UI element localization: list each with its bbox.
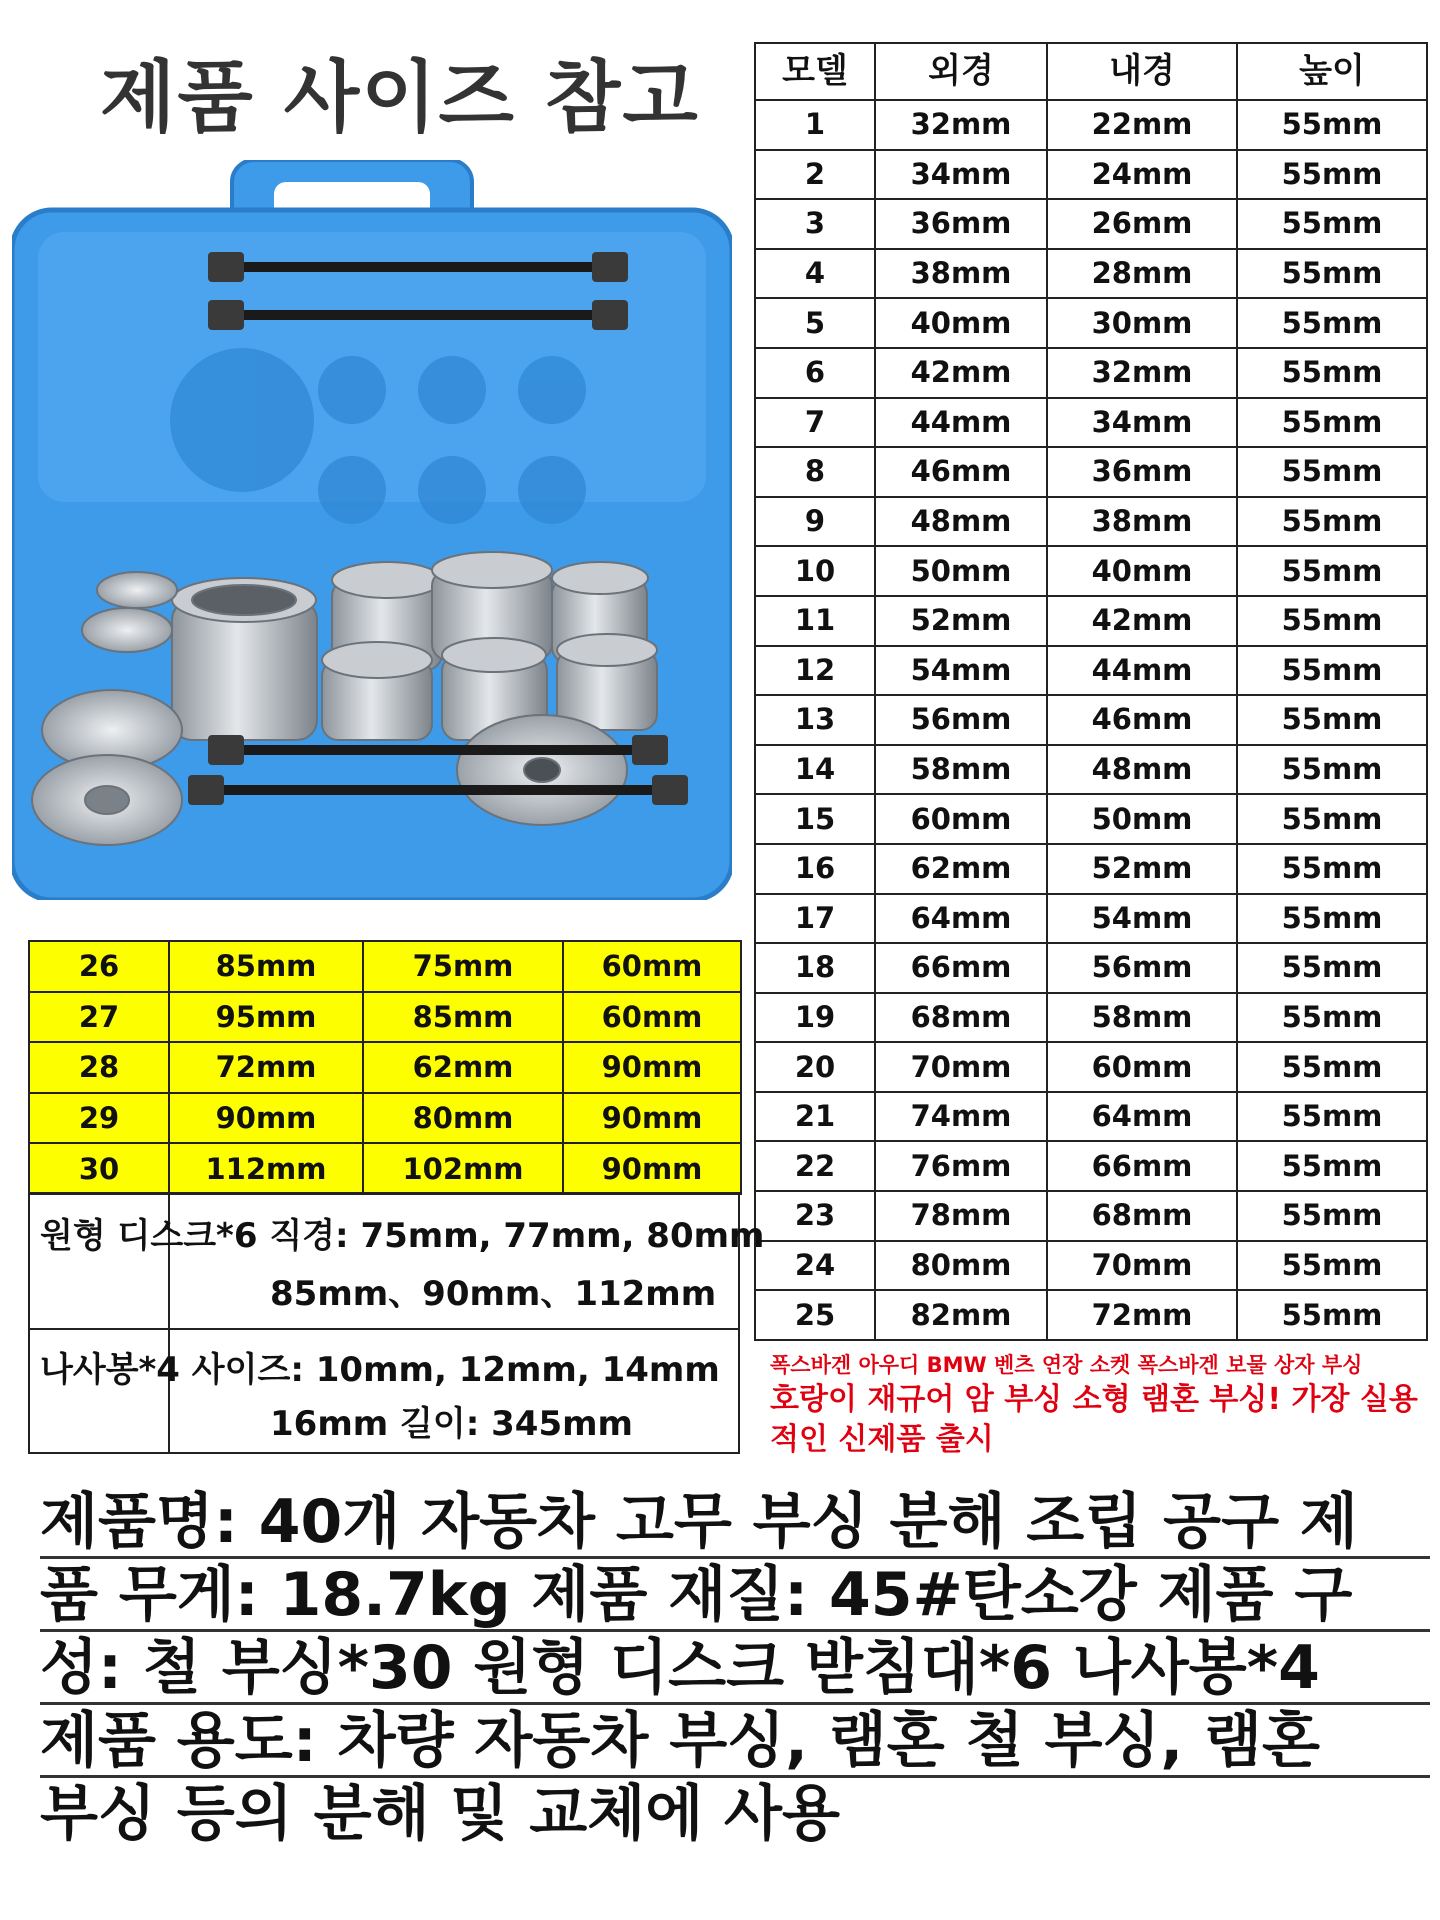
size-table-row	[755, 1141, 1427, 1191]
cell-inner-diameter: 38mm	[1047, 497, 1237, 547]
cell-height: 55mm	[1237, 1042, 1427, 1092]
cell-inner-diameter: 24mm	[1047, 150, 1237, 200]
cell-inner-diameter: 66mm	[1047, 1141, 1237, 1191]
cell-height: 90mm	[563, 1093, 741, 1144]
cell-inner-diameter: 30mm	[1047, 298, 1237, 348]
cell-height: 55mm	[1237, 1191, 1427, 1241]
size-table-row	[755, 993, 1427, 1043]
cell-height: 55mm	[1237, 497, 1427, 547]
product-info-line3: 성: 철 부싱*30 원형 디스크 받침대*6 나사봉*4	[40, 1634, 1430, 1705]
cell-height: 55mm	[1237, 794, 1427, 844]
cell-height: 60mm	[563, 992, 741, 1043]
note-line3: 적인 신제품 출시	[770, 1422, 994, 1457]
disc-info-line2: 85mm、90mm、112mm	[270, 1274, 717, 1314]
cell-inner-diameter: 75mm	[363, 941, 563, 992]
cell-inner-diameter: 40mm	[1047, 546, 1237, 596]
cell-outer-diameter: 68mm	[875, 993, 1047, 1043]
cell-inner-diameter: 62mm	[363, 1042, 563, 1093]
product-info-line4: 제품 용도: 차량 자동차 부싱, 램혼 철 부싱, 램혼	[40, 1707, 1430, 1778]
size-table-row	[755, 646, 1427, 696]
cell-outer-diameter: 85mm	[169, 941, 363, 992]
cell-outer-diameter: 36mm	[875, 199, 1047, 249]
cell-model: 25	[755, 1290, 875, 1340]
yellow-table-row	[29, 1093, 741, 1144]
cell-height: 55mm	[1237, 546, 1427, 596]
cell-inner-diameter: 58mm	[1047, 993, 1237, 1043]
size-table-row	[755, 1092, 1427, 1142]
cell-model: 18	[755, 943, 875, 993]
cell-model: 17	[755, 894, 875, 944]
size-table-row	[755, 546, 1427, 596]
size-table-row	[755, 745, 1427, 795]
cell-height: 55mm	[1237, 100, 1427, 150]
size-table-row	[755, 447, 1427, 497]
size-table-row	[755, 1241, 1427, 1291]
rod-info-line1: 나사봉*4 사이즈: 10mm, 12mm, 14mm	[40, 1350, 720, 1390]
cell-inner-diameter: 48mm	[1047, 745, 1237, 795]
cell-model: 22	[755, 1141, 875, 1191]
cell-height: 55mm	[1237, 1092, 1427, 1142]
size-table-row	[755, 100, 1427, 150]
cell-height: 55mm	[1237, 1241, 1427, 1291]
cell-model: 8	[755, 447, 875, 497]
size-table-header-row	[755, 43, 1427, 100]
yellow-table-row	[29, 941, 741, 992]
cell-outer-diameter: 95mm	[169, 992, 363, 1043]
cell-outer-diameter: 72mm	[169, 1042, 363, 1093]
yellow-table-row	[29, 1042, 741, 1093]
cell-height: 55mm	[1237, 596, 1427, 646]
cell-inner-diameter: 36mm	[1047, 447, 1237, 497]
cell-model: 14	[755, 745, 875, 795]
cell-outer-diameter: 56mm	[875, 695, 1047, 745]
cell-model: 13	[755, 695, 875, 745]
disc-info-line1: 원형 디스크*6 직경: 75mm, 77mm, 80mm	[40, 1216, 765, 1256]
cell-outer-diameter: 90mm	[169, 1093, 363, 1144]
accessory-info-box	[28, 1192, 765, 1454]
cell-inner-diameter: 72mm	[1047, 1290, 1237, 1340]
cell-model: 16	[755, 844, 875, 894]
cell-model: 30	[29, 1143, 169, 1194]
cell-model: 15	[755, 794, 875, 844]
size-table-row	[755, 794, 1427, 844]
cell-height: 55mm	[1237, 298, 1427, 348]
note-line1: 폭스바겐 아우디 BMW 벤츠 연장 소켓 폭스바겐 보물 상자 부싱	[770, 1353, 1363, 1377]
cell-model: 11	[755, 596, 875, 646]
cell-model: 10	[755, 546, 875, 596]
cell-height: 55mm	[1237, 993, 1427, 1043]
cell-outer-diameter: 80mm	[875, 1241, 1047, 1291]
size-table-row	[755, 398, 1427, 448]
cell-height: 55mm	[1237, 646, 1427, 696]
cell-outer-diameter: 58mm	[875, 745, 1047, 795]
cell-model: 24	[755, 1241, 875, 1291]
cell-model: 20	[755, 1042, 875, 1092]
size-table	[754, 42, 1428, 1341]
size-table-row	[755, 497, 1427, 547]
product-info-line1: 제품명: 40개 자동차 고무 부싱 분해 조립 공구 제	[40, 1488, 1430, 1559]
cell-outer-diameter: 74mm	[875, 1092, 1047, 1142]
cell-inner-diameter: 68mm	[1047, 1191, 1237, 1241]
cell-inner-diameter: 22mm	[1047, 100, 1237, 150]
cell-model: 27	[29, 992, 169, 1043]
cell-outer-diameter: 44mm	[875, 398, 1047, 448]
product-info-line2: 품 무게: 18.7kg 제품 재질: 45#탄소강 제품 구	[40, 1561, 1430, 1632]
cell-height: 55mm	[1237, 199, 1427, 249]
cell-outer-diameter: 64mm	[875, 894, 1047, 944]
cell-outer-diameter: 34mm	[875, 150, 1047, 200]
cell-height: 55mm	[1237, 894, 1427, 944]
size-table-row	[755, 298, 1427, 348]
size-table-row	[755, 844, 1427, 894]
cell-inner-diameter: 85mm	[363, 992, 563, 1043]
cell-model: 28	[29, 1042, 169, 1093]
cell-height: 55mm	[1237, 150, 1427, 200]
product-info	[40, 1488, 1430, 1850]
cell-outer-diameter: 32mm	[875, 100, 1047, 150]
cell-inner-diameter: 60mm	[1047, 1042, 1237, 1092]
header-height: 높이	[1237, 43, 1427, 100]
cell-height: 55mm	[1237, 943, 1427, 993]
cell-outer-diameter: 78mm	[875, 1191, 1047, 1241]
cell-outer-diameter: 54mm	[875, 646, 1047, 696]
cell-inner-diameter: 34mm	[1047, 398, 1237, 448]
size-table-row	[755, 1042, 1427, 1092]
cell-model: 6	[755, 348, 875, 398]
cell-inner-diameter: 70mm	[1047, 1241, 1237, 1291]
header-outer-diameter: 외경	[875, 43, 1047, 100]
cell-outer-diameter: 62mm	[875, 844, 1047, 894]
rod-info-row	[30, 1330, 738, 1454]
cell-inner-diameter: 28mm	[1047, 249, 1237, 299]
cell-outer-diameter: 70mm	[875, 1042, 1047, 1092]
cell-model: 2	[755, 150, 875, 200]
cell-inner-diameter: 56mm	[1047, 943, 1237, 993]
disc-info-row	[30, 1194, 765, 1330]
cell-inner-diameter: 80mm	[363, 1093, 563, 1144]
cell-outer-diameter: 42mm	[875, 348, 1047, 398]
rod-info-line2: 16mm 길이: 345mm	[270, 1404, 633, 1444]
cell-inner-diameter: 32mm	[1047, 348, 1237, 398]
cell-model: 19	[755, 993, 875, 1043]
yellow-table-row	[29, 992, 741, 1043]
cell-height: 90mm	[563, 1143, 741, 1194]
cell-height: 55mm	[1237, 695, 1427, 745]
cell-model: 5	[755, 298, 875, 348]
cell-height: 55mm	[1237, 1290, 1427, 1340]
size-table-row	[755, 249, 1427, 299]
cell-height: 55mm	[1237, 844, 1427, 894]
cell-height: 55mm	[1237, 447, 1427, 497]
cell-outer-diameter: 40mm	[875, 298, 1047, 348]
note-line2: 호랑이 재규어 암 부싱 소형 램혼 부싱! 가장 실용	[770, 1382, 1418, 1417]
cell-model: 12	[755, 646, 875, 696]
cell-inner-diameter: 102mm	[363, 1143, 563, 1194]
size-table-row	[755, 596, 1427, 646]
cell-model: 9	[755, 497, 875, 547]
size-table-row	[755, 348, 1427, 398]
cell-inner-diameter: 64mm	[1047, 1092, 1237, 1142]
cell-height: 90mm	[563, 1042, 741, 1093]
cell-model: 26	[29, 941, 169, 992]
yellow-size-table	[28, 940, 742, 1195]
cell-outer-diameter: 38mm	[875, 249, 1047, 299]
size-table-row	[755, 1290, 1427, 1340]
compatibility-note	[770, 1350, 1430, 1460]
cell-outer-diameter: 82mm	[875, 1290, 1047, 1340]
header-inner-diameter: 내경	[1047, 43, 1237, 100]
size-table-row	[755, 199, 1427, 249]
cell-inner-diameter: 42mm	[1047, 596, 1237, 646]
cell-inner-diameter: 52mm	[1047, 844, 1237, 894]
size-table-row	[755, 1191, 1427, 1241]
cell-height: 55mm	[1237, 249, 1427, 299]
cell-outer-diameter: 46mm	[875, 447, 1047, 497]
cell-height: 55mm	[1237, 398, 1427, 448]
cell-model: 7	[755, 398, 875, 448]
cell-model: 21	[755, 1092, 875, 1142]
cell-outer-diameter: 48mm	[875, 497, 1047, 547]
header-model: 모델	[755, 43, 875, 100]
cell-inner-diameter: 50mm	[1047, 794, 1237, 844]
cell-model: 29	[29, 1093, 169, 1144]
yellow-table-row	[29, 1143, 741, 1194]
page-title: 제품 사이즈 참고	[100, 53, 700, 143]
cell-model: 1	[755, 100, 875, 150]
cell-height: 55mm	[1237, 348, 1427, 398]
product-photo	[12, 160, 732, 900]
size-table-row	[755, 894, 1427, 944]
cell-inner-diameter: 44mm	[1047, 646, 1237, 696]
cell-height: 60mm	[563, 941, 741, 992]
cell-outer-diameter: 60mm	[875, 794, 1047, 844]
size-table-row	[755, 150, 1427, 200]
cell-outer-diameter: 112mm	[169, 1143, 363, 1194]
cell-outer-diameter: 66mm	[875, 943, 1047, 993]
bushings	[172, 552, 657, 740]
cell-inner-diameter: 46mm	[1047, 695, 1237, 745]
cell-model: 23	[755, 1191, 875, 1241]
cell-outer-diameter: 50mm	[875, 546, 1047, 596]
size-table-row	[755, 943, 1427, 993]
cell-height: 55mm	[1237, 1141, 1427, 1191]
cell-height: 55mm	[1237, 745, 1427, 795]
cell-model: 3	[755, 199, 875, 249]
size-table-row	[755, 695, 1427, 745]
product-info-line5: 부싱 등의 분해 및 교체에 사용	[40, 1779, 840, 1849]
cell-outer-diameter: 76mm	[875, 1141, 1047, 1191]
cell-model: 4	[755, 249, 875, 299]
cell-inner-diameter: 54mm	[1047, 894, 1237, 944]
cell-inner-diameter: 26mm	[1047, 199, 1237, 249]
cell-outer-diameter: 52mm	[875, 596, 1047, 646]
